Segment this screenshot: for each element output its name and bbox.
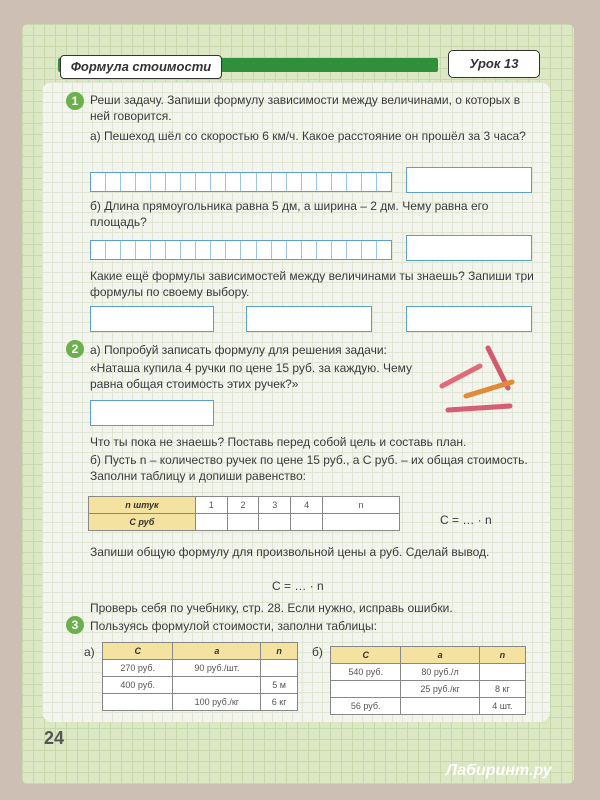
table-cell: 4 шт.	[479, 698, 525, 715]
table-row	[103, 694, 298, 711]
table-cell: 6 кг	[261, 694, 298, 711]
table-header-cell: n	[479, 647, 525, 664]
table-header-cell: C	[103, 643, 173, 660]
answer-cell[interactable]	[211, 173, 226, 191]
table-header-cell: 4	[291, 497, 323, 514]
table-cell: 100 руб./кг	[173, 694, 261, 711]
table-cell[interactable]	[261, 660, 298, 677]
answer-cell[interactable]	[151, 173, 166, 191]
page-title: Формула стоимости	[60, 55, 222, 79]
answer-cell[interactable]	[317, 241, 332, 259]
formula-box-1[interactable]	[90, 306, 214, 332]
table-row	[331, 681, 526, 698]
answer-cell[interactable]	[196, 173, 211, 191]
table-row	[331, 698, 526, 715]
answer-cell[interactable]	[106, 241, 121, 259]
table-header-cell: n штук	[89, 497, 196, 514]
task-1-intro: Реши задачу. Запиши формулу зависимости между величинами, о которых в ней говорится.	[90, 93, 521, 123]
pen-icon	[442, 366, 480, 386]
table-cell: 5 м	[261, 677, 298, 694]
task-1b-formula-box[interactable]	[406, 235, 532, 261]
answer-cell[interactable]	[287, 173, 302, 191]
table-header-cell: 1	[195, 497, 227, 514]
table-a-label: а)	[84, 645, 95, 659]
table-cell: 90 руб./шт.	[173, 660, 261, 677]
table-header-cell: 2	[227, 497, 259, 514]
table-header-cell: 3	[259, 497, 291, 514]
task-2-quote: «Наташа купила 4 ручки по цене 15 руб. за каждую. Чему равна общая стоимость этих ручек?»	[90, 361, 413, 391]
answer-cell[interactable]	[377, 173, 391, 191]
task-3-intro: Пользуясь формулой стоимости, заполни таблицы:	[90, 619, 377, 633]
task-2a-formula-box[interactable]	[90, 400, 214, 426]
task-2b-text: б) Пусть n – количество ручек по цене 15 руб., а C руб. – их общая стоимость. Заполни таблицу и допиши равенство:	[90, 453, 528, 483]
answer-cell[interactable]	[362, 173, 377, 191]
table-cell[interactable]	[173, 677, 261, 694]
table-header-cell: a	[173, 643, 261, 660]
task-1a-formula-box[interactable]	[406, 167, 532, 193]
task-2-plan-text: Что ты пока не знаешь? Поставь перед собой цель и составь план.	[90, 435, 467, 449]
answer-cell[interactable]	[377, 241, 391, 259]
table-header-cell: a	[401, 647, 479, 664]
pen-icon	[466, 382, 512, 396]
table-cell: 80 руб./л	[401, 664, 479, 681]
table-cell: 400 руб.	[103, 677, 173, 694]
table-cell: 56 руб.	[331, 698, 401, 715]
task-1c-text: Какие ещё формулы зависимостей между величинами ты знаешь? Запиши три формулы по своему выбору.	[90, 269, 534, 299]
table-cell[interactable]	[323, 514, 400, 531]
table-row	[331, 664, 526, 681]
answer-cell[interactable]	[272, 173, 287, 191]
table-cell[interactable]	[227, 514, 259, 531]
table-b-label: б)	[312, 645, 323, 659]
answer-cell[interactable]	[136, 173, 151, 191]
answer-cell[interactable]	[302, 173, 317, 191]
table-cell[interactable]	[195, 514, 227, 531]
pens-cost-table	[88, 496, 400, 531]
answer-cell[interactable]	[302, 241, 317, 259]
table-header-cell: n	[323, 497, 400, 514]
task-2-general-text: Запиши общую формулу для произвольной цены a руб. Сделай вывод.	[90, 545, 490, 559]
table-cell: 25 руб./кг	[401, 681, 479, 698]
answer-cell[interactable]	[332, 241, 347, 259]
task-2a-text: а) Попробуй записать формулу для решения задачи:	[90, 343, 387, 357]
table-row	[103, 660, 298, 677]
task-1-number: 1	[66, 92, 84, 110]
table-row	[103, 677, 298, 694]
answer-cell[interactable]	[257, 173, 272, 191]
answer-cell[interactable]	[257, 241, 272, 259]
task-2-check-text: Проверь себя по учебнику, стр. 28. Если нужно, исправь ошибки.	[90, 601, 453, 615]
lesson-label: Урок 13	[448, 50, 540, 78]
answer-cell[interactable]	[151, 241, 166, 259]
answer-cell[interactable]	[226, 173, 241, 191]
answer-cell[interactable]	[121, 173, 136, 191]
answer-cell[interactable]	[211, 241, 226, 259]
table-header-cell: C	[331, 647, 401, 664]
answer-cell[interactable]	[181, 173, 196, 191]
answer-cell[interactable]	[91, 241, 106, 259]
answer-cell[interactable]	[226, 241, 241, 259]
answer-cell[interactable]	[181, 241, 196, 259]
answer-cell[interactable]	[241, 241, 256, 259]
task-1a-text: а) Пешеход шёл со скоростью 6 км/ч. Какое расстояние он прошёл за 3 часа?	[90, 129, 526, 143]
answer-cell[interactable]	[166, 241, 181, 259]
table-cell: 270 руб.	[103, 660, 173, 677]
table-row-label: C руб	[89, 514, 196, 531]
formula-box-3[interactable]	[406, 306, 532, 332]
answer-cell[interactable]	[362, 241, 377, 259]
table-cell[interactable]	[401, 698, 479, 715]
table-header-cell: n	[261, 643, 298, 660]
task-1a-answer-cells[interactable]	[90, 172, 392, 192]
page-number: 24	[44, 728, 65, 748]
table-cell: 540 руб.	[331, 664, 401, 681]
answer-cell[interactable]	[91, 173, 106, 191]
answer-cell[interactable]	[317, 173, 332, 191]
task-2-number: 2	[66, 340, 84, 358]
answer-cell[interactable]	[121, 241, 136, 259]
answer-cell[interactable]	[287, 241, 302, 259]
answer-cell[interactable]	[106, 173, 121, 191]
answer-cell[interactable]	[136, 241, 151, 259]
table-cell: 8 кг	[479, 681, 525, 698]
equality-c: C = … · n	[440, 513, 492, 527]
answer-cell[interactable]	[332, 173, 347, 191]
table-cell[interactable]	[479, 664, 525, 681]
answer-cell[interactable]	[347, 173, 362, 191]
task-1b-answer-cells[interactable]	[90, 240, 392, 260]
answer-cell[interactable]	[196, 241, 211, 259]
watermark-text: Лабиринт.ру	[446, 762, 552, 779]
task-3-number: 3	[66, 616, 84, 634]
table-cell[interactable]	[331, 681, 401, 698]
answer-cell[interactable]	[272, 241, 287, 259]
cost-table-b	[330, 646, 526, 715]
task-1b-text: б) Длина прямоугольника равна 5 дм, а ширина – 2 дм. Чему равна его площадь?	[90, 199, 489, 229]
answer-cell[interactable]	[347, 241, 362, 259]
table-cell[interactable]	[259, 514, 291, 531]
general-formula: C = … · n	[272, 579, 324, 593]
answer-cell[interactable]	[241, 173, 256, 191]
answer-cell[interactable]	[166, 173, 181, 191]
pens-illustration	[426, 344, 526, 424]
pen-icon	[448, 406, 510, 410]
formula-box-2[interactable]	[246, 306, 372, 332]
table-cell[interactable]	[291, 514, 323, 531]
table-cell[interactable]	[103, 694, 173, 711]
cost-table-a	[102, 642, 298, 711]
